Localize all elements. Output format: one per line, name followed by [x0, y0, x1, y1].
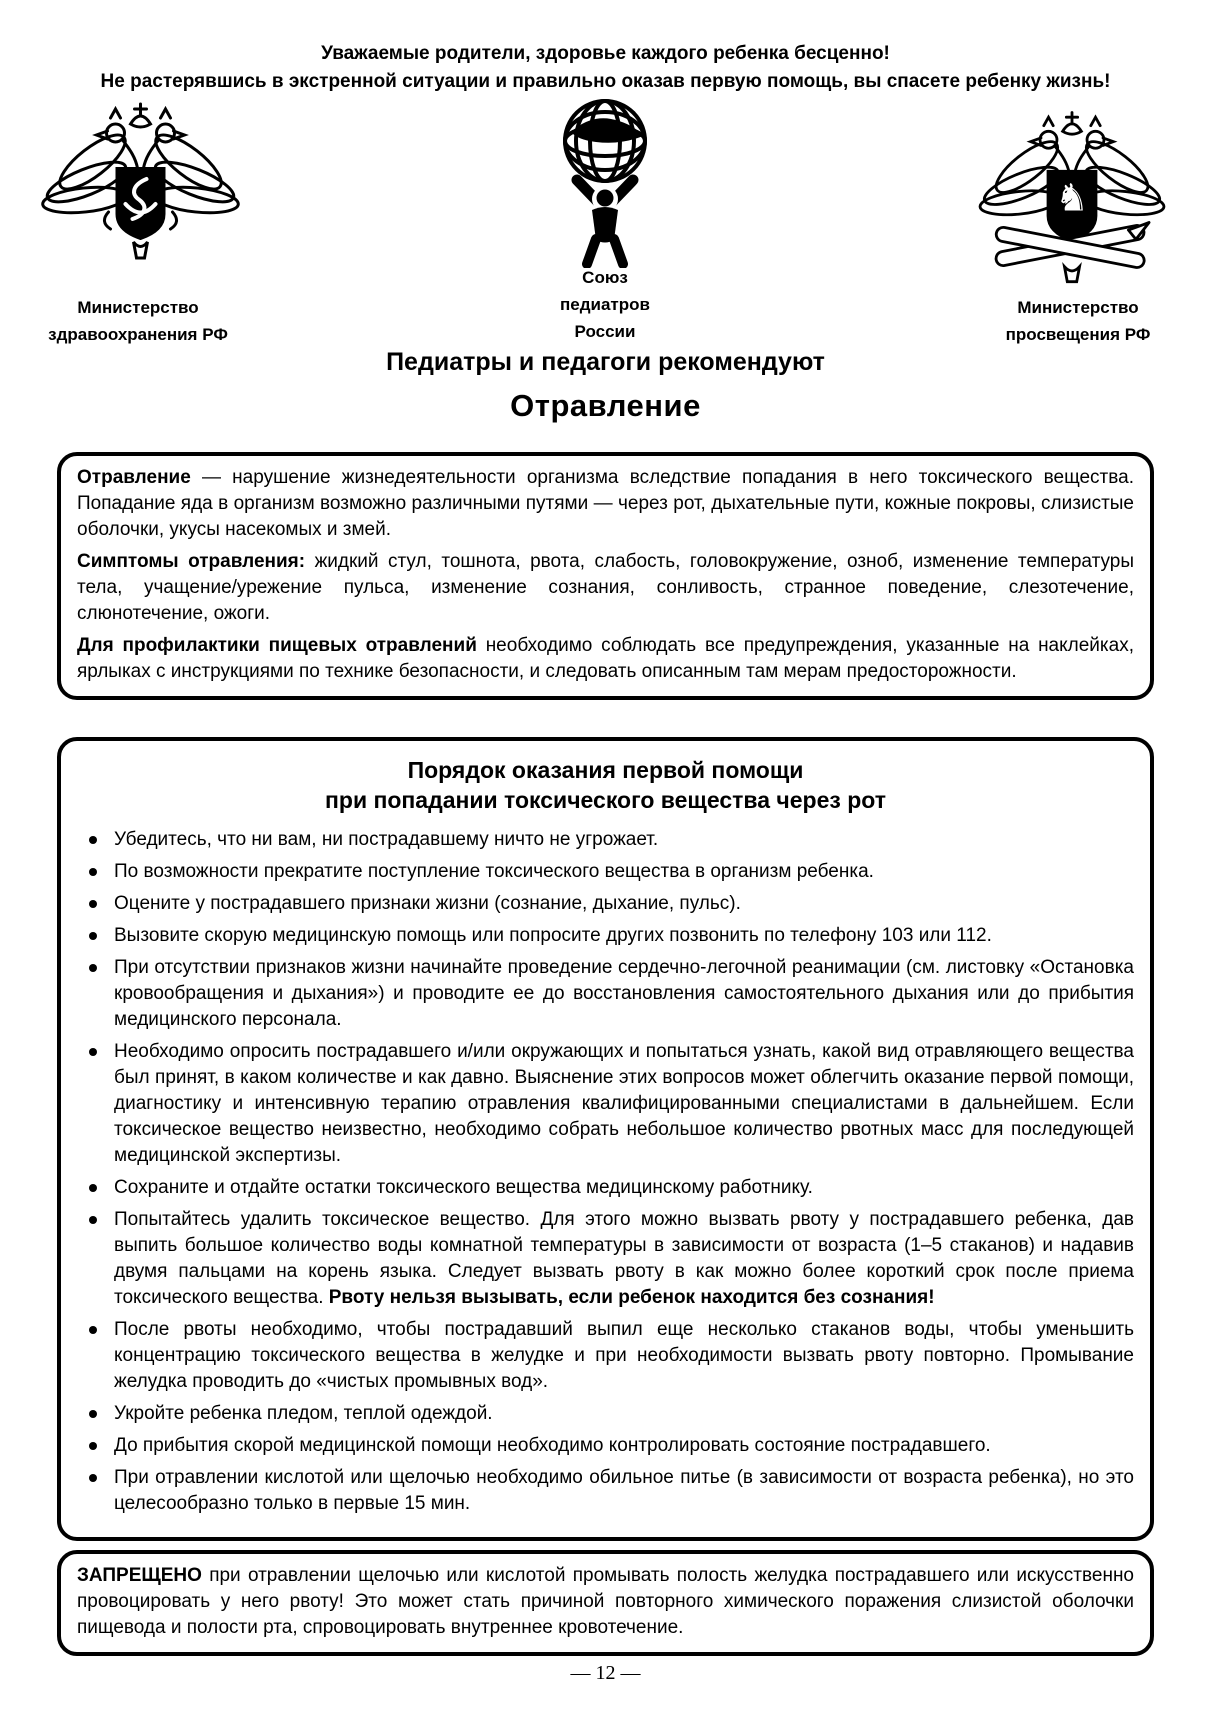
- step-text-bold: Рвоту нельзя вызывать, если ребенок находится без сознания!: [323, 1287, 935, 1308]
- caption-line: Министерство: [77, 298, 199, 317]
- prevention-paragraph: [77, 633, 1134, 685]
- step-text: Необходимо опросить пострадавшего и/или окружающих и попытаться узнать, какой вид отравляющего вещества был принят, в каком количестве и как давно. Выяснение этих вопросов может облегчить оказание первой помощи, диагностику и интенсивную терапию отравления квалифицированными специалистами в дальнейшем. Если токсическое вещество неизвестно, необходимо собрать небольшое количество рвотных масс для последующей медицинской экспертизы.: [114, 1041, 1134, 1166]
- list-item: [77, 891, 1134, 917]
- education-ministry-eagle-icon: [978, 103, 1166, 295]
- list-item: [77, 923, 1134, 949]
- caption-line: педиатров: [560, 295, 650, 314]
- list-item: [77, 1433, 1134, 1459]
- list-item: [77, 1465, 1134, 1517]
- list-item: [77, 827, 1134, 853]
- education-ministry-caption: [952, 294, 1204, 348]
- paragraph-text: необходимо соблюдать все предупреждения, указанные на наклейках, ярлыках с инструкциями по технике безопасности, и следовать описанным там мерам предосторожности.: [77, 635, 1134, 682]
- step-text: По возможности прекратите поступление токсического вещества в организм ребенка.: [114, 861, 874, 882]
- forbidden-lead: ЗАПРЕЩЕНО: [77, 1565, 202, 1586]
- caption-line: просвещения РФ: [1005, 325, 1151, 344]
- first-aid-title-line-2: при попадании токсического вещества через рот: [325, 787, 886, 813]
- step-text: Укройте ребенка пледом, теплой одеждой.: [114, 1403, 493, 1424]
- intro-lines: [0, 40, 1211, 96]
- caption-line: здравоохранения РФ: [48, 325, 228, 344]
- page-number: — 12 —: [570, 1662, 641, 1684]
- step-text: Убедитесь, что ни вам, ни пострадавшему ничто не угрожает.: [114, 829, 659, 850]
- first-aid-box: [57, 737, 1154, 1541]
- definition-paragraph: [77, 465, 1134, 543]
- paragraph-lead: Отравление: [77, 467, 191, 488]
- caption-line: Министерство: [1017, 298, 1139, 317]
- step-text: После рвоты необходимо, чтобы пострадавший выпил еще несколько стаканов воды, чтобы уменьшить концентрацию токсического вещества в желудке и при необходимости вызвать рвоту повторно. Промывание желудка проводить до «чистых промывных вод».: [114, 1319, 1134, 1392]
- caption-line: России: [574, 322, 636, 341]
- step-text: Сохраните и отдайте остатки токсического вещества медицинскому работнику.: [114, 1177, 813, 1198]
- intro-line-2: Не растерявшись в экстренной ситуации и правильно оказав первую помощь, вы спасете ребенку жизнь!: [100, 71, 1111, 92]
- step-text: При отсутствии признаков жизни начинайте проведение сердечно-легочной реанимации (см. листовку «Остановка кровообращения и дыхания») и проводите ее до восстановления самостоятельного дыхания или до прибытия медицинского персонала.: [114, 957, 1134, 1030]
- paragraph-lead: Симптомы отравления:: [77, 551, 306, 572]
- symptoms-paragraph: [77, 549, 1134, 627]
- list-item: [77, 1317, 1134, 1395]
- forbidden-text: при отравлении щелочью или кислотой промывать полость желудка пострадавшего или искусственно провоцировать у него рвоту! Это может стать причиной повторного химического поражения слизистой оболочки пищевода и полости рта, спровоцировать внутреннее кровотечение.: [77, 1565, 1135, 1638]
- paragraph-text: жидкий стул, тошнота, рвота, слабость, головокружение, озноб, изменение температуры тела, учащение/урежение пульса, изменение сознания, сонливость, странное поведение, слезотечение, слюнотечение, ожоги.: [77, 551, 1135, 624]
- health-ministry-caption: [12, 294, 264, 348]
- recommend-heading: Педиатры и педагоги рекомендуют: [386, 348, 825, 376]
- pediatric-union-caption: [480, 264, 730, 345]
- paragraph-text: — нарушение жизнедеятельности организма вследствие попадания в него токсического вещества. Попадание яда в организм возможно различными путями — через рот, дыхательные пути, кожные покровы, слизистые оболочки, укусы насекомых и змей.: [77, 467, 1134, 540]
- forbidden-paragraph: [77, 1563, 1134, 1641]
- step-text: При отравлении кислотой или щелочью необходимо обильное питье (в зависимости от возраста ребенка), но это целесообразно только в первые 15 мин.: [114, 1467, 1134, 1514]
- caption-line: Союз: [582, 268, 628, 287]
- first-aid-steps: [77, 827, 1134, 1517]
- definition-box: [57, 452, 1154, 700]
- list-item: [77, 1039, 1134, 1169]
- page-title: Отравление: [510, 388, 701, 423]
- forbidden-box: [57, 1550, 1154, 1656]
- step-text: Оцените у пострадавшего признаки жизни (сознание, дыхание, пульс).: [114, 893, 741, 914]
- step-text: Вызовите скорую медицинскую помощь или попросите других позвонить по телефону 103 или 112.: [114, 925, 992, 946]
- list-item: [77, 1207, 1134, 1311]
- first-aid-title-line-1: Порядок оказания первой помощи: [407, 757, 804, 783]
- step-text: Попытайтесь удалить токсическое вещество. Для этого можно вызвать рвоту у пострадавшего ребенка, дав выпить большое количество воды комнатной температуры в зависимости от возраста (1–5 стаканов) и надавив двумя пальцами на корень языка. Следует вызвать рвоту в как можно более короткий срок после приема токсического вещества.: [114, 1209, 1134, 1308]
- list-item: [77, 1175, 1134, 1201]
- paragraph-lead: Для профилактики пищевых отравлений: [77, 635, 477, 656]
- list-item: [77, 859, 1134, 885]
- step-text: До прибытия скорой медицинской помощи необходимо контролировать состояние пострадавшего.: [114, 1435, 991, 1456]
- health-ministry-eagle-icon: [38, 100, 243, 270]
- pediatric-union-globe-icon: [503, 96, 707, 268]
- intro-line-1: Уважаемые родители, здоровье каждого ребенка бесценно!: [321, 43, 890, 64]
- svg-text:♞: ♞: [1055, 175, 1089, 220]
- list-item: [77, 1401, 1134, 1427]
- list-item: [77, 955, 1134, 1033]
- first-aid-title: [77, 755, 1134, 815]
